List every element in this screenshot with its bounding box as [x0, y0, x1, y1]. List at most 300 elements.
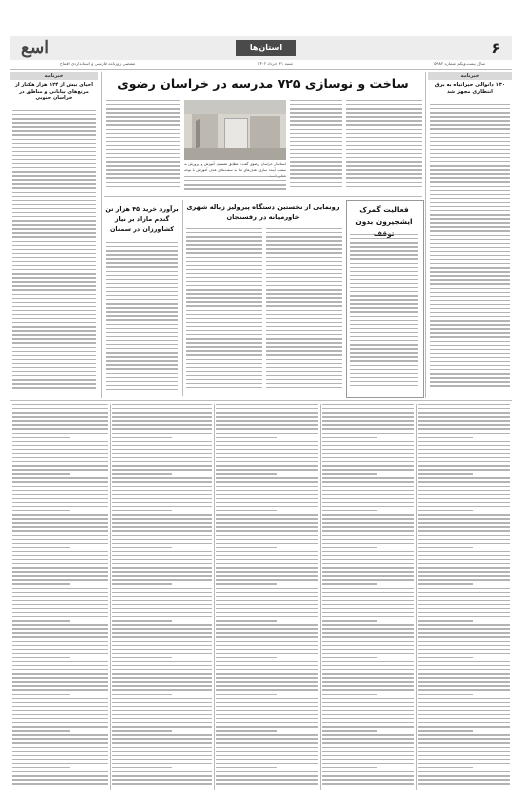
- text-line: [106, 360, 178, 361]
- left-column-body: [12, 110, 96, 396]
- listing-text-line: [322, 726, 414, 727]
- listing-text-line: [216, 657, 277, 658]
- listing-text-line: [418, 449, 510, 450]
- text-line: [12, 200, 96, 201]
- listing-text-line: [418, 730, 473, 731]
- listing-text-line: [418, 502, 510, 503]
- listing-text-line: [216, 718, 318, 719]
- listing-text-line: [216, 535, 318, 536]
- listing-text-line: [418, 689, 510, 690]
- text-line: [430, 377, 510, 378]
- text-line: [186, 363, 262, 364]
- text-line: [12, 228, 96, 229]
- listing-text-line: [418, 535, 510, 536]
- text-line: [12, 265, 96, 266]
- listing-text-line: [216, 416, 318, 417]
- listing-text-line: [322, 575, 414, 576]
- listing-text-line: [112, 734, 212, 735]
- listing-text-line: [418, 738, 510, 739]
- listing-text-line: [216, 563, 318, 564]
- listing-text-line: [216, 641, 318, 642]
- text-line: [266, 367, 342, 368]
- listing-text-line: [418, 612, 510, 613]
- listing-column-2: [322, 404, 414, 790]
- listing-text-line: [12, 457, 108, 458]
- text-line: [430, 226, 510, 227]
- listing-text-line: [112, 783, 212, 784]
- text-line: [184, 184, 286, 185]
- text-line: [350, 360, 418, 361]
- text-line: [186, 387, 262, 388]
- text-line: [266, 305, 342, 306]
- listing-text-line: [12, 481, 108, 482]
- listing-text-line: [322, 632, 414, 633]
- listing-text-line: [418, 416, 510, 417]
- listing-text-line: [12, 669, 108, 670]
- text-line: [266, 252, 342, 253]
- text-line: [12, 322, 96, 323]
- listing-text-line: [322, 453, 414, 454]
- text-line: [12, 114, 96, 115]
- listing-text-line: [112, 408, 212, 409]
- listing-text-line: [216, 759, 318, 760]
- text-line: [350, 365, 418, 366]
- listing-text-line: [216, 616, 318, 617]
- listing-text-line: [418, 726, 510, 727]
- listing-text-line: [12, 575, 108, 576]
- listing-text-line: [12, 689, 108, 690]
- listing-text-line: [418, 539, 510, 540]
- listing-text-line: [418, 677, 510, 678]
- listing-text-line: [112, 473, 172, 474]
- text-line: [350, 271, 418, 272]
- listing-text-line: [112, 543, 212, 544]
- listing-text-line: [418, 600, 510, 601]
- text-line: [430, 328, 510, 329]
- listing-text-line: [12, 477, 108, 478]
- text-line: [430, 279, 510, 280]
- text-line: [430, 332, 510, 333]
- listing-text-line: [112, 718, 212, 719]
- listing-text-line: [12, 612, 108, 613]
- text-line: [290, 100, 342, 101]
- main-headline: ساخت و نوسازی ۷۲۵ مدرسه در خراسان رضوی: [117, 76, 409, 91]
- text-line: [12, 269, 96, 270]
- listing-text-line: [216, 649, 318, 650]
- text-line: [430, 153, 510, 154]
- listing-text-line: [322, 767, 377, 768]
- listing-text-line: [12, 755, 108, 756]
- text-line: [186, 379, 262, 380]
- listing-text-line: [12, 726, 108, 727]
- listing-text-line: [322, 665, 414, 666]
- listing-text-line: [112, 502, 212, 503]
- text-line: [106, 352, 178, 353]
- text-line: [350, 263, 418, 264]
- listing-text-line: [112, 412, 212, 413]
- listing-text-line: [418, 685, 510, 686]
- text-line: [12, 110, 96, 111]
- text-line: [186, 346, 262, 347]
- text-line: [12, 163, 96, 164]
- text-line: [430, 365, 510, 366]
- listing-text-line: [418, 641, 510, 642]
- text-line: [266, 240, 342, 241]
- listing-text-line: [12, 412, 108, 413]
- listing-text-line: [12, 624, 108, 625]
- text-line: [12, 220, 96, 221]
- listing-text-line: [216, 433, 318, 434]
- text-line: [430, 316, 510, 317]
- listing-text-line: [322, 571, 414, 572]
- text-line: [266, 244, 342, 245]
- listing-text-line: [322, 510, 377, 511]
- listing-text-line: [322, 412, 414, 413]
- text-line: [346, 120, 422, 121]
- text-line: [290, 129, 342, 130]
- listing-text-line: [418, 543, 510, 544]
- listing-text-line: [322, 486, 414, 487]
- text-line: [350, 320, 418, 321]
- listing-text-line: [216, 600, 318, 601]
- listing-text-line: [112, 669, 212, 670]
- text-line: [350, 291, 418, 292]
- listing-text-line: [12, 420, 108, 421]
- listing-text-line: [12, 543, 108, 544]
- listing-text-line: [322, 530, 414, 531]
- listing-text-line: [216, 441, 318, 442]
- text-line: [12, 216, 96, 217]
- text-line: [106, 373, 178, 374]
- listing-text-line: [418, 506, 510, 507]
- listing-text-line: [418, 490, 510, 491]
- text-line: [106, 368, 178, 369]
- listing-text-line: [322, 449, 414, 450]
- text-line: [186, 326, 262, 327]
- text-line: [430, 292, 510, 293]
- listing-text-line: [322, 408, 414, 409]
- listing-text-line: [12, 771, 108, 772]
- text-line: [12, 298, 96, 299]
- listing-text-line: [112, 645, 212, 646]
- text-line: [106, 307, 178, 308]
- text-line: [266, 285, 342, 286]
- listing-text-line: [418, 457, 510, 458]
- listing-text-line: [216, 738, 318, 739]
- text-line: [350, 385, 418, 386]
- school-photo: [184, 100, 286, 160]
- listing-text-line: [418, 673, 510, 674]
- listing-text-line: [322, 416, 414, 417]
- text-line: [430, 202, 510, 203]
- listing-text-line: [418, 518, 510, 519]
- listing-text-line: [216, 473, 277, 474]
- text-line: [346, 169, 422, 170]
- text-line: [12, 143, 96, 144]
- listing-text-line: [216, 494, 318, 495]
- text-line: [106, 271, 178, 272]
- text-line: [346, 133, 422, 134]
- listing-text-line: [112, 420, 212, 421]
- listing-text-line: [322, 738, 414, 739]
- listing-text-line: [12, 645, 108, 646]
- text-line: [430, 271, 510, 272]
- text-line: [430, 218, 510, 219]
- listing-text-line: [112, 742, 212, 743]
- listing-text-line: [418, 592, 510, 593]
- listing-text-line: [216, 698, 318, 699]
- text-line: [12, 334, 96, 335]
- listing-text-line: [216, 596, 318, 597]
- text-line: [266, 273, 342, 274]
- listing-text-line: [112, 641, 212, 642]
- text-line: [266, 326, 342, 327]
- text-line: [430, 169, 510, 170]
- text-line: [186, 318, 262, 319]
- listing-text-line: [418, 420, 510, 421]
- listing-text-line: [418, 783, 510, 784]
- listing-text-line: [216, 742, 318, 743]
- text-line: [290, 169, 342, 170]
- listing-text-line: [112, 657, 172, 658]
- listing-text-line: [12, 616, 108, 617]
- dastgah-body-right: [266, 228, 342, 396]
- text-line: [106, 377, 178, 378]
- listing-text-line: [216, 437, 277, 438]
- text-line: [186, 330, 262, 331]
- listing-text-line: [112, 559, 212, 560]
- text-line: [346, 108, 422, 109]
- listing-text-line: [216, 722, 318, 723]
- listing-text-line: [12, 779, 108, 780]
- text-line: [430, 173, 510, 174]
- listing-column-3: [216, 404, 318, 790]
- listing-text-line: [112, 498, 212, 499]
- text-line: [12, 118, 96, 119]
- listing-text-line: [112, 775, 212, 776]
- listing-text-line: [12, 751, 108, 752]
- text-line: [12, 245, 96, 246]
- listing-text-line: [12, 592, 108, 593]
- listing-text-line: [216, 702, 318, 703]
- listing-text-line: [216, 661, 318, 662]
- listing-text-line: [322, 755, 414, 756]
- listing-text-line: [216, 620, 277, 621]
- header-rule: [10, 69, 512, 70]
- listing-divider-1: [416, 404, 417, 790]
- text-line: [266, 342, 342, 343]
- listing-text-line: [112, 685, 212, 686]
- text-line: [106, 149, 180, 150]
- listing-text-line: [12, 453, 108, 454]
- listing-text-line: [216, 453, 318, 454]
- listing-text-line: [12, 424, 108, 425]
- text-line: [106, 177, 180, 178]
- text-line: [350, 328, 418, 329]
- listing-text-line: [112, 698, 212, 699]
- listing-text-line: [322, 543, 414, 544]
- listing-text-line: [418, 624, 510, 625]
- text-line: [430, 267, 510, 268]
- text-line: [430, 186, 510, 187]
- listing-text-line: [418, 510, 473, 511]
- text-line: [106, 186, 180, 187]
- listing-text-line: [418, 604, 510, 605]
- listing-text-line: [12, 673, 108, 674]
- listing-text-line: [322, 751, 414, 752]
- text-line: [430, 275, 510, 276]
- listing-text-line: [112, 522, 212, 523]
- text-line: [106, 348, 178, 349]
- gandom-headline: برآورد خرید ۴۵ هزار تن گندم مازاد بر نیاز کشاورزان در سمنان: [105, 205, 179, 233]
- text-line: [266, 363, 342, 364]
- text-line: [12, 224, 96, 225]
- listing-text-line: [12, 490, 108, 491]
- listing-text-line: [112, 539, 212, 540]
- text-line: [346, 124, 422, 125]
- text-line: [184, 176, 286, 177]
- listing-text-line: [216, 632, 318, 633]
- listing-text-line: [322, 473, 377, 474]
- text-line: [430, 108, 510, 109]
- listing-text-line: [112, 404, 212, 405]
- text-line: [430, 308, 510, 309]
- listing-text-line: [216, 579, 318, 580]
- listing-text-line: [322, 730, 377, 731]
- listing-text-line: [112, 702, 212, 703]
- listing-text-line: [418, 636, 510, 637]
- text-line: [186, 334, 262, 335]
- text-line: [106, 169, 180, 170]
- text-line: [12, 347, 96, 348]
- text-line: [106, 145, 180, 146]
- listing-text-line: [322, 514, 414, 515]
- listing-text-line: [112, 600, 212, 601]
- listing-text-line: [418, 453, 510, 454]
- listing-text-line: [112, 596, 212, 597]
- text-line: [266, 350, 342, 351]
- issue-info: سال بیست‌ویکم شماره ۵۹۸۲: [434, 61, 485, 66]
- listing-text-line: [418, 779, 510, 780]
- listing-text-line: [12, 530, 108, 531]
- text-line: [12, 187, 96, 188]
- text-line: [186, 257, 262, 258]
- text-line: [12, 302, 96, 303]
- listing-text-line: [112, 437, 172, 438]
- listing-text-line: [12, 408, 108, 409]
- listing-text-line: [216, 551, 318, 552]
- text-line: [350, 246, 418, 247]
- text-line: [430, 259, 510, 260]
- text-line: [12, 277, 96, 278]
- listing-text-line: [216, 465, 318, 466]
- listing-text-line: [216, 522, 318, 523]
- gomrok-headline: فعالیت گمرک ایشجیرون بدون: [355, 205, 413, 226]
- listing-text-line: [112, 416, 212, 417]
- listing-text-line: [418, 698, 510, 699]
- listing-text-line: [216, 449, 318, 450]
- text-line: [350, 238, 418, 239]
- text-line: [106, 108, 180, 109]
- listing-text-line: [418, 714, 510, 715]
- text-line: [290, 173, 342, 174]
- listing-text-line: [12, 498, 108, 499]
- text-line: [12, 314, 96, 315]
- text-line: [12, 338, 96, 339]
- listing-text-line: [418, 514, 510, 515]
- text-line: [12, 261, 96, 262]
- listing-text-line: [216, 547, 277, 548]
- listing-text-line: [112, 469, 212, 470]
- listing-text-line: [12, 449, 108, 450]
- listing-text-line: [322, 718, 414, 719]
- listing-text-line: [216, 502, 318, 503]
- listing-text-line: [12, 502, 108, 503]
- text-line: [430, 361, 510, 362]
- text-line: [266, 322, 342, 323]
- listing-text-line: [216, 420, 318, 421]
- listing-text-line: [322, 775, 414, 776]
- text-line: [12, 204, 96, 205]
- listing-text-line: [216, 767, 277, 768]
- listing-text-line: [112, 628, 212, 629]
- listing-text-line: [322, 759, 414, 760]
- text-line: [266, 257, 342, 258]
- listing-text-line: [12, 734, 108, 735]
- listing-text-line: [322, 559, 414, 560]
- text-line: [266, 330, 342, 331]
- text-line: [266, 261, 342, 262]
- text-line: [350, 287, 418, 288]
- listing-text-line: [112, 755, 212, 756]
- listing-text-line: [216, 747, 318, 748]
- section-title: استان‌ها: [236, 40, 296, 56]
- text-line: [186, 293, 262, 294]
- text-line: [266, 293, 342, 294]
- text-line: [350, 279, 418, 280]
- text-line: [430, 320, 510, 321]
- listing-text-line: [418, 428, 510, 429]
- text-line: [106, 279, 178, 280]
- text-line: [12, 310, 96, 311]
- listing-text-line: [216, 539, 318, 540]
- listing-text-line: [322, 563, 414, 564]
- text-line: [12, 122, 96, 123]
- listing-text-line: [418, 530, 510, 531]
- listing-text-line: [12, 738, 108, 739]
- listing-text-line: [418, 563, 510, 564]
- text-line: [106, 100, 180, 101]
- listing-text-line: [216, 530, 318, 531]
- text-line: [350, 377, 418, 378]
- text-line: [350, 242, 418, 243]
- listing-text-line: [216, 612, 318, 613]
- text-line: [186, 314, 262, 315]
- listing-text-line: [12, 522, 108, 523]
- listing-text-line: [112, 424, 212, 425]
- text-line: [106, 332, 178, 333]
- listing-text-line: [12, 783, 108, 784]
- text-line: [266, 375, 342, 376]
- text-line: [430, 336, 510, 337]
- listing-text-line: [112, 583, 172, 584]
- listing-text-line: [216, 583, 277, 584]
- text-line: [350, 299, 418, 300]
- listing-text-line: [12, 563, 108, 564]
- listing-text-line: [12, 742, 108, 743]
- text-line: [430, 120, 510, 121]
- text-line: [12, 375, 96, 376]
